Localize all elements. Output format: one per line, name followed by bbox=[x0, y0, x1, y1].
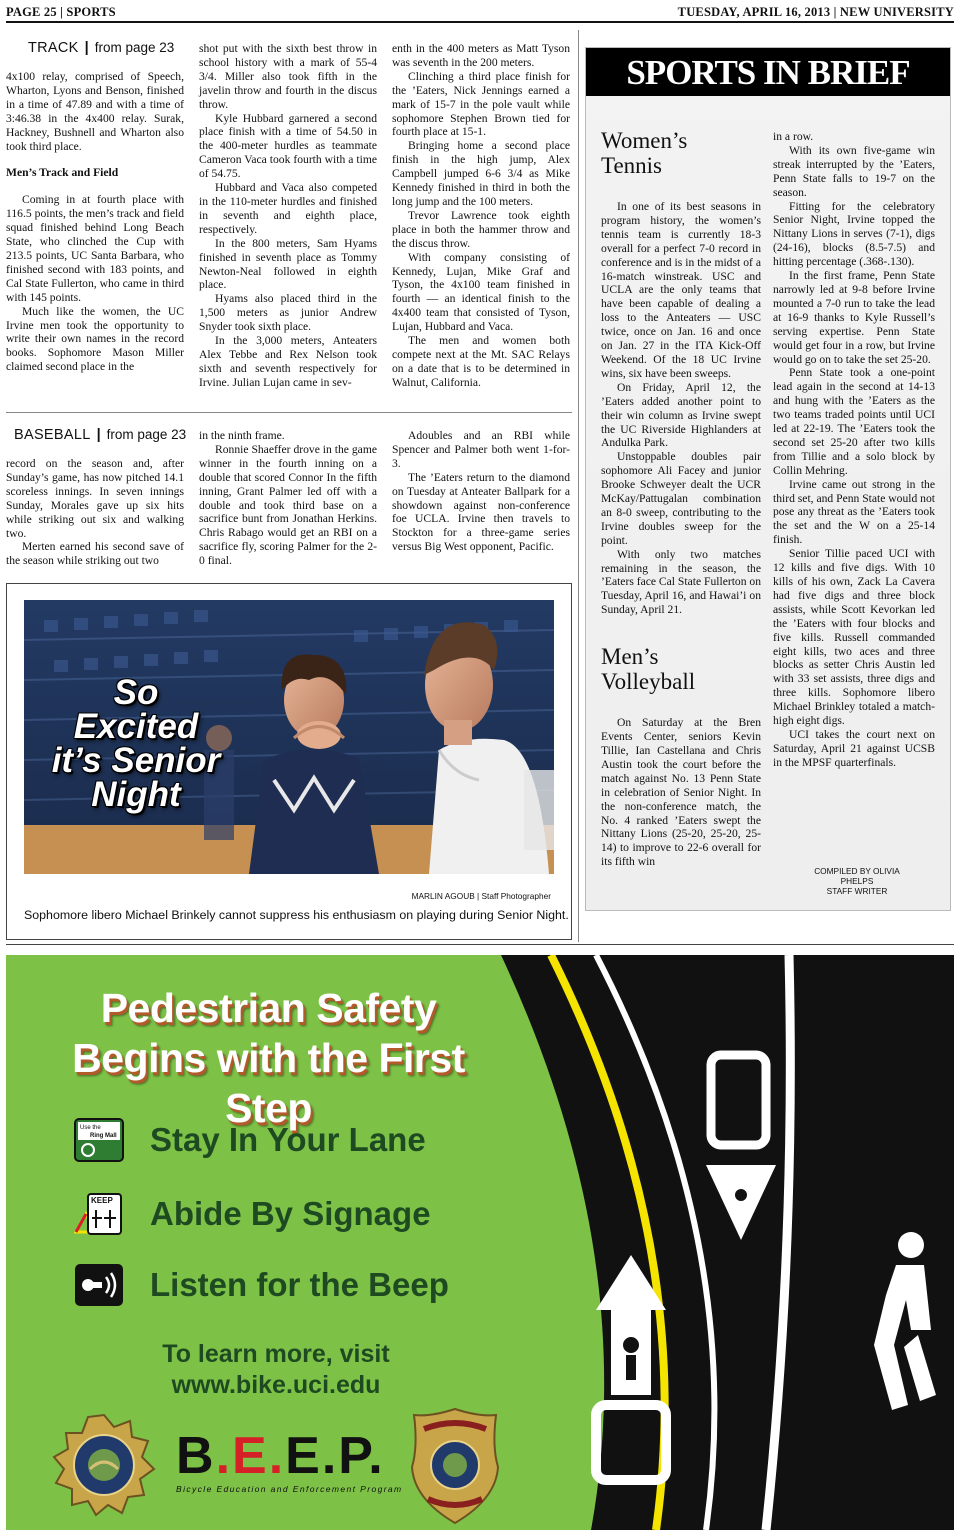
paragraph: On Saturday at the Bren Events Center, seniors Kevin Tillie, Ian Castellana and Chris Austin took the court before the match against No. 13 Penn State in celebration of Senior Night. In the non-conference match, the No. 4 ranked ’Eaters swept the Nittany Lions (25-20, 25-20, 25-14) to improve to 22-6 overall for its fifth win bbox=[601, 716, 761, 869]
senior-night-photo bbox=[24, 600, 554, 874]
ad-learn-line: To learn more, visit bbox=[162, 1340, 390, 1368]
ad-row-abide-signage bbox=[74, 1192, 431, 1236]
paragraph: in the ninth frame. bbox=[199, 429, 285, 442]
ad-url: www.bike.uci.edu bbox=[171, 1371, 381, 1399]
ad-headline bbox=[36, 983, 501, 1133]
ad-row-label: Abide By Signage bbox=[150, 1195, 431, 1232]
ad-row-label: Stay In Your Lane bbox=[150, 1121, 426, 1158]
ad-row-label: Listen for the Beep bbox=[150, 1266, 449, 1303]
paragraph: Irvine came out strong in the third set, and Penn State would not pose any threat as the ’Eaters took the set and the W on a 25-14 finish. bbox=[773, 477, 935, 547]
beep-dot: . bbox=[368, 1427, 385, 1485]
paragraph: In one of its best seasons in program history, the women’s tennis team is currently 18-3 overall for a perfect 7-0 record in conference and is in the midst of a 16-match winstreak. USC and UCLA are the only teams that have been capable of dealing a loss to the Anteaters — USC twice, once on Jan. 16 and once on Jan. 27 in the ITA Kick-Off Weekend. Of the 18 UC Irvine wins, six have been sweeps. bbox=[601, 200, 761, 380]
beep-dot: . bbox=[215, 1427, 233, 1485]
beep-letter: E bbox=[285, 1427, 322, 1485]
photo-credit: MARLIN AGOUB | Staff Photographer bbox=[411, 891, 551, 901]
beep-subtitle: Bicycle Education and Enforcement Program bbox=[176, 1484, 403, 1494]
sign-text: KEEP bbox=[91, 1196, 113, 1205]
tennis-heading-line: Tennis bbox=[601, 153, 662, 178]
baseball-jump-from: from page 23 bbox=[106, 427, 187, 442]
ad-headline-line: Pedestrian Safety bbox=[100, 985, 437, 1031]
paragraph: in a row. bbox=[773, 130, 814, 143]
ad-row-stay-in-lane bbox=[74, 1118, 426, 1162]
sign-text: Use the bbox=[80, 1125, 101, 1131]
paragraph: Unstoppable doubles pair sophomore Ali Facey and junior Brooke Schweyer dealt the UCR McKay/Pattugalan combination an 8-0 sweep, contributing to the Irvine doubles sweep for the point. bbox=[601, 450, 761, 547]
track-jump-head: TRACK | from page 23 bbox=[28, 40, 175, 56]
track-jump-from: from page 23 bbox=[94, 40, 175, 55]
overlay-line: it’s Senior bbox=[51, 741, 221, 780]
paragraph: Bringing home a second place finish in the high jump, Alex Campbell jumped 6-6 3/4 as Mike Kennedy finished in third in both the long jump and the 100 meters. bbox=[392, 139, 570, 208]
paragraph: The men and women both compete next at the Mt. SAC Relays on a date that is to be determined in Walnut, California. bbox=[392, 334, 570, 389]
paragraph: Clinching a third place finish for the ’Eaters, Nick Jennings earned a mark of 15-7 in the pole vault while sophomore Stephen Brown tied for fourth place at 15-1. bbox=[392, 69, 570, 139]
paragraph: UCI takes the court next on Saturday, April 21 against UCSB in the MPSF quarterfinals. bbox=[773, 727, 935, 769]
tennis-heading-line: Women’s bbox=[601, 128, 688, 153]
overlay-line: So bbox=[113, 673, 159, 712]
overlay-line: Night bbox=[91, 775, 181, 814]
sign-text: Ring Mall bbox=[90, 1133, 117, 1139]
paragraph: shot put with the sixth best throw in school history with a mark of 55-4 3/4. Miller also took fifth in the javelin throw and fourth in the discus throw. bbox=[199, 42, 377, 111]
photo-caption: Sophomore libero Michael Brinkely cannot suppress his enthusiasm on playing during Senior Night. bbox=[24, 908, 569, 922]
volleyball-heading-line: Men’s bbox=[601, 644, 659, 670]
paragraph: Senior Tillie paced UCI with 12 kills and five digs. With 10 kills of his own, Zack La Cavera had five digs and three block assists, while Scott Kevorkan led the ’Eaters with four blocks and five kills. Russell commanded eight kills, two aces and three blocks as setter Chris Austin led with 33 set assists, three digs and three kills. Sophomore libero Michael Brinkley totaled a match-high eight digs. bbox=[773, 547, 935, 728]
beep-dot: . bbox=[268, 1427, 286, 1485]
paragraph: enth in the 400 meters as Matt Tyson was seventh in the 200 meters. bbox=[392, 42, 570, 69]
horn-icon bbox=[74, 1263, 124, 1307]
paragraph: Much like the women, the UC Irvine men took the opportunity to write their own names in the record books. Sophomore Mason Miller claimed second place in the bbox=[6, 304, 184, 374]
paragraph: Hyams also placed third in the 1,500 meters as junior Andrew Snyder took sixth place. bbox=[199, 292, 377, 334]
tennis-heading bbox=[601, 128, 761, 178]
column-divider bbox=[578, 30, 579, 942]
header-right: TUESDAY, APRIL 16, 2013 | NEW UNIVERSITY bbox=[677, 5, 954, 19]
compiled-by-name: COMPILED BY OLIVIA PHELPS bbox=[814, 866, 900, 886]
compiled-by-credit bbox=[798, 866, 916, 896]
header-left: PAGE 25 | SPORTS bbox=[6, 5, 116, 19]
overlay-line: Excited bbox=[73, 707, 199, 746]
photo-overlay-title bbox=[26, 673, 246, 814]
keep-right-sign-icon bbox=[74, 1192, 124, 1236]
paragraph: record on the season and, after Sunday’s game, has now pitched 14.1 scoreless innings. In seven innings Sunday, Morales gave up six hits while striking out six and walking two. bbox=[6, 457, 184, 540]
paragraph: Penn State took a one-point lead again in the second at 14-13 and hung with the ’Eaters as the two teams traded points until UCI led at 22-19. The ’Eaters took the second set 25-20 after two kills from Tillie and a solo block by Collin Mehring. bbox=[773, 366, 935, 477]
paragraph: Hubbard and Vaca also competed in the 110-meter hurdles and finished in seventh and eighth place, respectively. bbox=[199, 181, 377, 236]
beep-wordmark bbox=[176, 1427, 403, 1485]
paragraph: Kyle Hubbard garnered a second place finish with a time of 54.50 in the 400-meter hurdles as teammate Cameron Vaca took fourth with a time of 54.75. bbox=[199, 111, 377, 181]
photo-box bbox=[6, 583, 572, 940]
sports-in-brief-box bbox=[585, 47, 951, 911]
police-badge-seal bbox=[52, 1413, 156, 1517]
paragraph: Ronnie Shaeffer drove in the game winner in the fourth inning on a double that scored Connor In the fifth inning, Grant Palmer led off with a double and took third base on a sacrifice bunt from Jonathan Herkins. Chris Rabago would get an RBI on a sacrifice fly, scoring Palmer for the 2-0 final. bbox=[199, 442, 377, 568]
paragraph: Fitting for the celebratory Senior Night, Irvine topped the Nittany Lions in serves (7-1), digs (24-16), blocks (8.5-7.5) and hitting percentage (.368-.130). bbox=[773, 199, 935, 269]
beep-letter: B bbox=[176, 1427, 216, 1485]
pedestrian-safety-ad bbox=[6, 955, 954, 1530]
paragraph: On Friday, April 12, the ’Eaters added another point to their win column as Irvine swept the UC Riverside Highlanders at Andulka Park. bbox=[601, 380, 761, 450]
volleyball-heading-line: Volleyball bbox=[601, 669, 696, 695]
paragraph: With company consisting of Kennedy, Lujan, Mike Graf and Tyson, the 4x100 team finished in fourth — an identical finish to the 4x400 team that consisted of Tyson, Lujan, Hubbard and Vaca. bbox=[392, 250, 570, 334]
compiled-by-title: STAFF WRITER bbox=[826, 886, 888, 896]
page-header bbox=[6, 5, 954, 23]
paragraph: Trevor Lawrence took eighth place in both the hammer throw and the discus throw. bbox=[392, 208, 570, 250]
paragraph: The ’Eaters return to the diamond on Tuesday at Anteater Ballpark for a showdown against non-conference foe UCLA. Irvine then travels to Stockton for a three-game series versus Big West opponent, Pacific. bbox=[392, 470, 570, 554]
ring-mall-sign-icon bbox=[74, 1118, 124, 1162]
track-jump-keyword: TRACK bbox=[28, 40, 79, 56]
baseball-column-1 bbox=[6, 457, 184, 568]
beep-dot: . bbox=[321, 1427, 339, 1485]
paragraph: Merten earned his second save of the season while striking out two bbox=[6, 540, 184, 568]
brief-column-1 bbox=[601, 128, 761, 869]
paragraph: In the 800 meters, Sam Hyams finished in seventh place as Tommy Newton-Neal followed in eighth place. bbox=[199, 236, 377, 292]
ad-headline-line: Begins with the First Step bbox=[72, 1035, 465, 1131]
baseball-jump-head: BASEBALL | from page 23 bbox=[14, 427, 187, 443]
paragraph: 4x100 relay, comprised of Speech, Wharton, Lyons and Benson, finished in a time of 47.89 and with a time of 3:46.38 in the 4x400 relay. Surak, Hackney, Bushnell and Wharton also took third place. bbox=[6, 70, 184, 153]
baseball-jump-keyword: BASEBALL bbox=[14, 427, 91, 443]
baseball-column-2 bbox=[199, 429, 377, 568]
subhead-mens-track: Men’s Track and Field bbox=[6, 166, 119, 180]
paragraph: With its own five-game win streak interrupted by the ’Eaters, Penn State falls to 19-7 on the season. bbox=[773, 143, 935, 199]
section-divider bbox=[6, 412, 572, 413]
track-column-3 bbox=[392, 42, 570, 390]
paragraph: Adoubles and an RBI while Spencer and Palmer both went 1-for-3. bbox=[392, 429, 570, 470]
paragraph: In the 3,000 meters, Anteaters Alex Tebbe and Rex Nelson took sixth and seventh respectively for Irvine. Julian Lujan came in sev- bbox=[199, 334, 377, 389]
ad-divider bbox=[6, 944, 954, 945]
brief-column-2 bbox=[773, 130, 935, 770]
track-column-2 bbox=[199, 42, 377, 390]
paragraph: With only two matches remaining in the season, the ’Eaters face Cal State Fullerton on Tuesday, April 16, and Hawai’i on Sunday, April 21. bbox=[601, 547, 762, 617]
paragraph: Coming in at fourth place with 116.5 points, the men’s track and field squad finished behind Long Beach State, who clinched the Cup with 213.5 points, UC Santa Barbara, who finished second with 183 points, and Cal State Fullerton, who came in third with 145 points. bbox=[6, 193, 184, 304]
volleyball-heading bbox=[601, 644, 761, 694]
track-column-1 bbox=[6, 70, 184, 374]
ad-row-listen-beep bbox=[74, 1263, 449, 1307]
sports-in-brief-banner: SPORTS IN BRIEF bbox=[586, 48, 950, 96]
transportation-services-badge-seal bbox=[410, 1407, 500, 1525]
beep-letter: P bbox=[338, 1427, 369, 1485]
ad-learn-more bbox=[116, 1339, 436, 1401]
paragraph: In the first frame, Penn State narrowly led at 9-8 before Irvine mounted a 7-0 run to take the lead at 16-9 thanks to Kyle Russell’s serving expertise. Penn State would get four in a row, but Irvine would go on to take the set 25-20. bbox=[773, 269, 935, 366]
beep-logo bbox=[176, 1427, 403, 1494]
baseball-column-3 bbox=[392, 429, 570, 554]
beep-letter: E bbox=[232, 1427, 269, 1485]
